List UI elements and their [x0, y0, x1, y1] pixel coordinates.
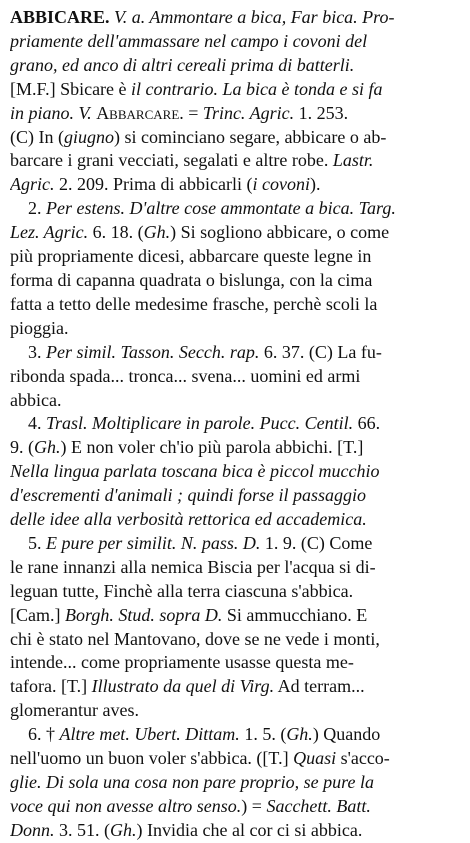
entry-line	[10, 245, 460, 269]
entry-line	[10, 580, 460, 604]
text-segment: grano, ed anco di altri cereali prima di batterli.	[10, 54, 355, 75]
text-segment: 2. 209. Prima di abbicarli (	[54, 174, 253, 195]
text-segment: ) si cominciano segare, abbicare o ab-	[114, 126, 387, 147]
text-segment: ribonda spada... tronca... svena... uomini ed armi	[10, 365, 361, 386]
text-segment: le rane innanzi alla nemica Biscia per l'acqua si di-	[10, 556, 376, 577]
entry-line	[10, 556, 460, 580]
text-segment: 1. 5. (	[239, 724, 287, 745]
text-segment: nell'uomo un buon voler s'abbica. ([T.]	[10, 748, 294, 769]
entry-line	[10, 126, 460, 150]
text-segment: chi è stato nel Mantovano, dove se ne vede i monti,	[10, 628, 380, 649]
entry-line	[10, 173, 460, 197]
text-segment: leguan tutte, Finchè alla terra ciascuna s'abbica.	[10, 580, 354, 601]
text-segment: 1. 253.	[294, 102, 349, 123]
entry-line	[10, 197, 460, 221]
text-segment: d'escrementi d'animali ; quindi forse il passaggio	[10, 485, 367, 506]
entry-line	[10, 6, 460, 30]
text-segment: delle idee alla verbosità rettorica ed accademica.	[10, 509, 367, 530]
entry-line	[10, 102, 460, 126]
entry-line	[10, 365, 460, 389]
text-segment: =	[183, 102, 203, 123]
entry-line	[10, 78, 460, 102]
text-segment: ).	[309, 174, 321, 195]
dictionary-entry-abbicare	[10, 6, 460, 843]
text-segment: 6. 37. (C) La fu-	[259, 341, 382, 362]
text-segment: 3.	[28, 341, 46, 362]
text-segment: Si ammucchiano. E	[222, 604, 368, 625]
entry-line	[10, 723, 460, 747]
text-segment: Borgh. Stud. sopra D.	[64, 604, 223, 625]
text-segment: Abbarcare.	[96, 102, 184, 123]
entry-line	[10, 699, 460, 723]
text-segment: Di sola una cosa non pare proprio, se pure la	[46, 772, 374, 792]
entry-line	[10, 604, 460, 628]
text-segment: Lez. Agric.	[10, 222, 89, 243]
text-segment: barcare i grani vecciati, segalati e altre robe.	[10, 150, 333, 171]
text-segment: Quasi	[293, 748, 337, 769]
entry-line	[10, 795, 460, 819]
text-segment: s'acco-	[336, 748, 390, 769]
entry-line	[10, 484, 460, 508]
text-segment: Trasl. Moltiplicare in parole. Pucc. Centil.	[46, 413, 354, 434]
text-segment: 1. 9. (C) Come	[260, 532, 373, 553]
entry-line	[10, 436, 460, 460]
entry-line	[10, 460, 460, 484]
text-segment: il contrario. La bica è tonda e si fa	[131, 78, 383, 99]
text-segment: ) Invidia che al cor ci si abbica.	[136, 819, 363, 840]
entry-line	[10, 269, 460, 293]
text-segment: Agric.	[10, 174, 55, 195]
text-segment: giugno	[63, 126, 114, 147]
text-segment: intende... come propriamente usasse questa me-	[10, 652, 354, 673]
text-segment: Illustrato da quel di Virg.	[91, 676, 275, 697]
text-segment: Altre met. Ubert. Dittam.	[59, 724, 240, 745]
entry-line	[10, 508, 460, 532]
text-segment: voce qui non avesse altro senso.	[10, 795, 242, 816]
text-segment: Sacchett. Batt.	[266, 795, 371, 816]
text-segment: Gh.	[143, 222, 171, 243]
text-segment: pioggia.	[10, 317, 69, 338]
text-segment: ) E non voler ch'io più parola abbichi. [T.]	[60, 437, 364, 458]
text-segment: tafora. [T.]	[10, 676, 92, 697]
entry-line	[10, 628, 460, 652]
headword: ABBICARE.	[10, 7, 110, 27]
text-segment: 4.	[28, 413, 46, 434]
text-segment: [Cam.]	[10, 604, 65, 625]
text-segment: fatta a tetto delle medesime frasche, perchè scoli la	[10, 293, 378, 314]
entry-line	[10, 675, 460, 699]
text-segment: più propriamente dicesi, abbarcare queste legne in	[10, 246, 372, 267]
text-segment: 66.	[353, 413, 381, 434]
entry-line	[10, 819, 460, 843]
text-segment: ) Quando	[312, 724, 381, 745]
text-segment: ) Si sogliono abbicare, o come	[170, 222, 390, 243]
entry-line	[10, 389, 460, 413]
text-segment: 9. (	[10, 437, 34, 458]
text-segment: Per simil. Tasson. Secch. rap.	[46, 341, 260, 362]
text-segment: 6. 18. (	[88, 222, 144, 243]
text-segment: ) =	[241, 795, 267, 816]
entry-line	[10, 54, 460, 78]
text-segment: Gh.	[34, 437, 61, 458]
text-segment: Gh.	[110, 819, 137, 840]
text-segment: abbica.	[10, 389, 62, 410]
entry-line	[10, 30, 460, 54]
entry-line	[10, 747, 460, 771]
entry-line	[10, 651, 460, 675]
text-segment: Trinc. Agric.	[202, 102, 295, 123]
text-segment: 2.	[28, 198, 46, 219]
entry-line	[10, 532, 460, 556]
text-segment: [M.F.] Sbicare è	[10, 78, 132, 99]
entry-line	[10, 771, 460, 795]
text-segment: forma di capanna quadrata o bislunga, con la cima	[10, 269, 373, 290]
text-segment: Per estens. D'altre cose ammontate a bica. Targ.	[46, 198, 396, 219]
text-segment: priamente dell'ammassare nel campo i covoni del	[10, 30, 368, 51]
text-segment: 5.	[28, 532, 46, 553]
entry-line	[10, 149, 460, 173]
text-segment: Ad terram...	[274, 676, 365, 697]
entry-line	[10, 221, 460, 245]
text-segment: glomerantur aves.	[10, 700, 139, 721]
entry-line	[10, 412, 460, 436]
text-segment: V. a. Ammontare a bica, Far bica. Pro-	[114, 7, 395, 27]
entry-line	[10, 293, 460, 317]
text-segment: Donn.	[10, 819, 55, 840]
text-segment: 3. 51. (	[54, 819, 110, 840]
text-segment: Lastr.	[332, 150, 374, 171]
text-segment: (C) In (	[10, 126, 64, 147]
text-segment: glie.	[10, 772, 46, 792]
text-segment: E pure per similit. N. pass. D.	[46, 532, 261, 553]
text-segment: i covoni	[252, 174, 310, 195]
text-segment: in piano. V.	[10, 102, 97, 123]
text-segment: 6. †	[28, 724, 60, 745]
text-segment: Gh.	[286, 724, 313, 745]
entry-line	[10, 317, 460, 341]
text-segment: Nella lingua parlata toscana bica è piccol mucchio	[10, 461, 380, 482]
entry-line	[10, 341, 460, 365]
